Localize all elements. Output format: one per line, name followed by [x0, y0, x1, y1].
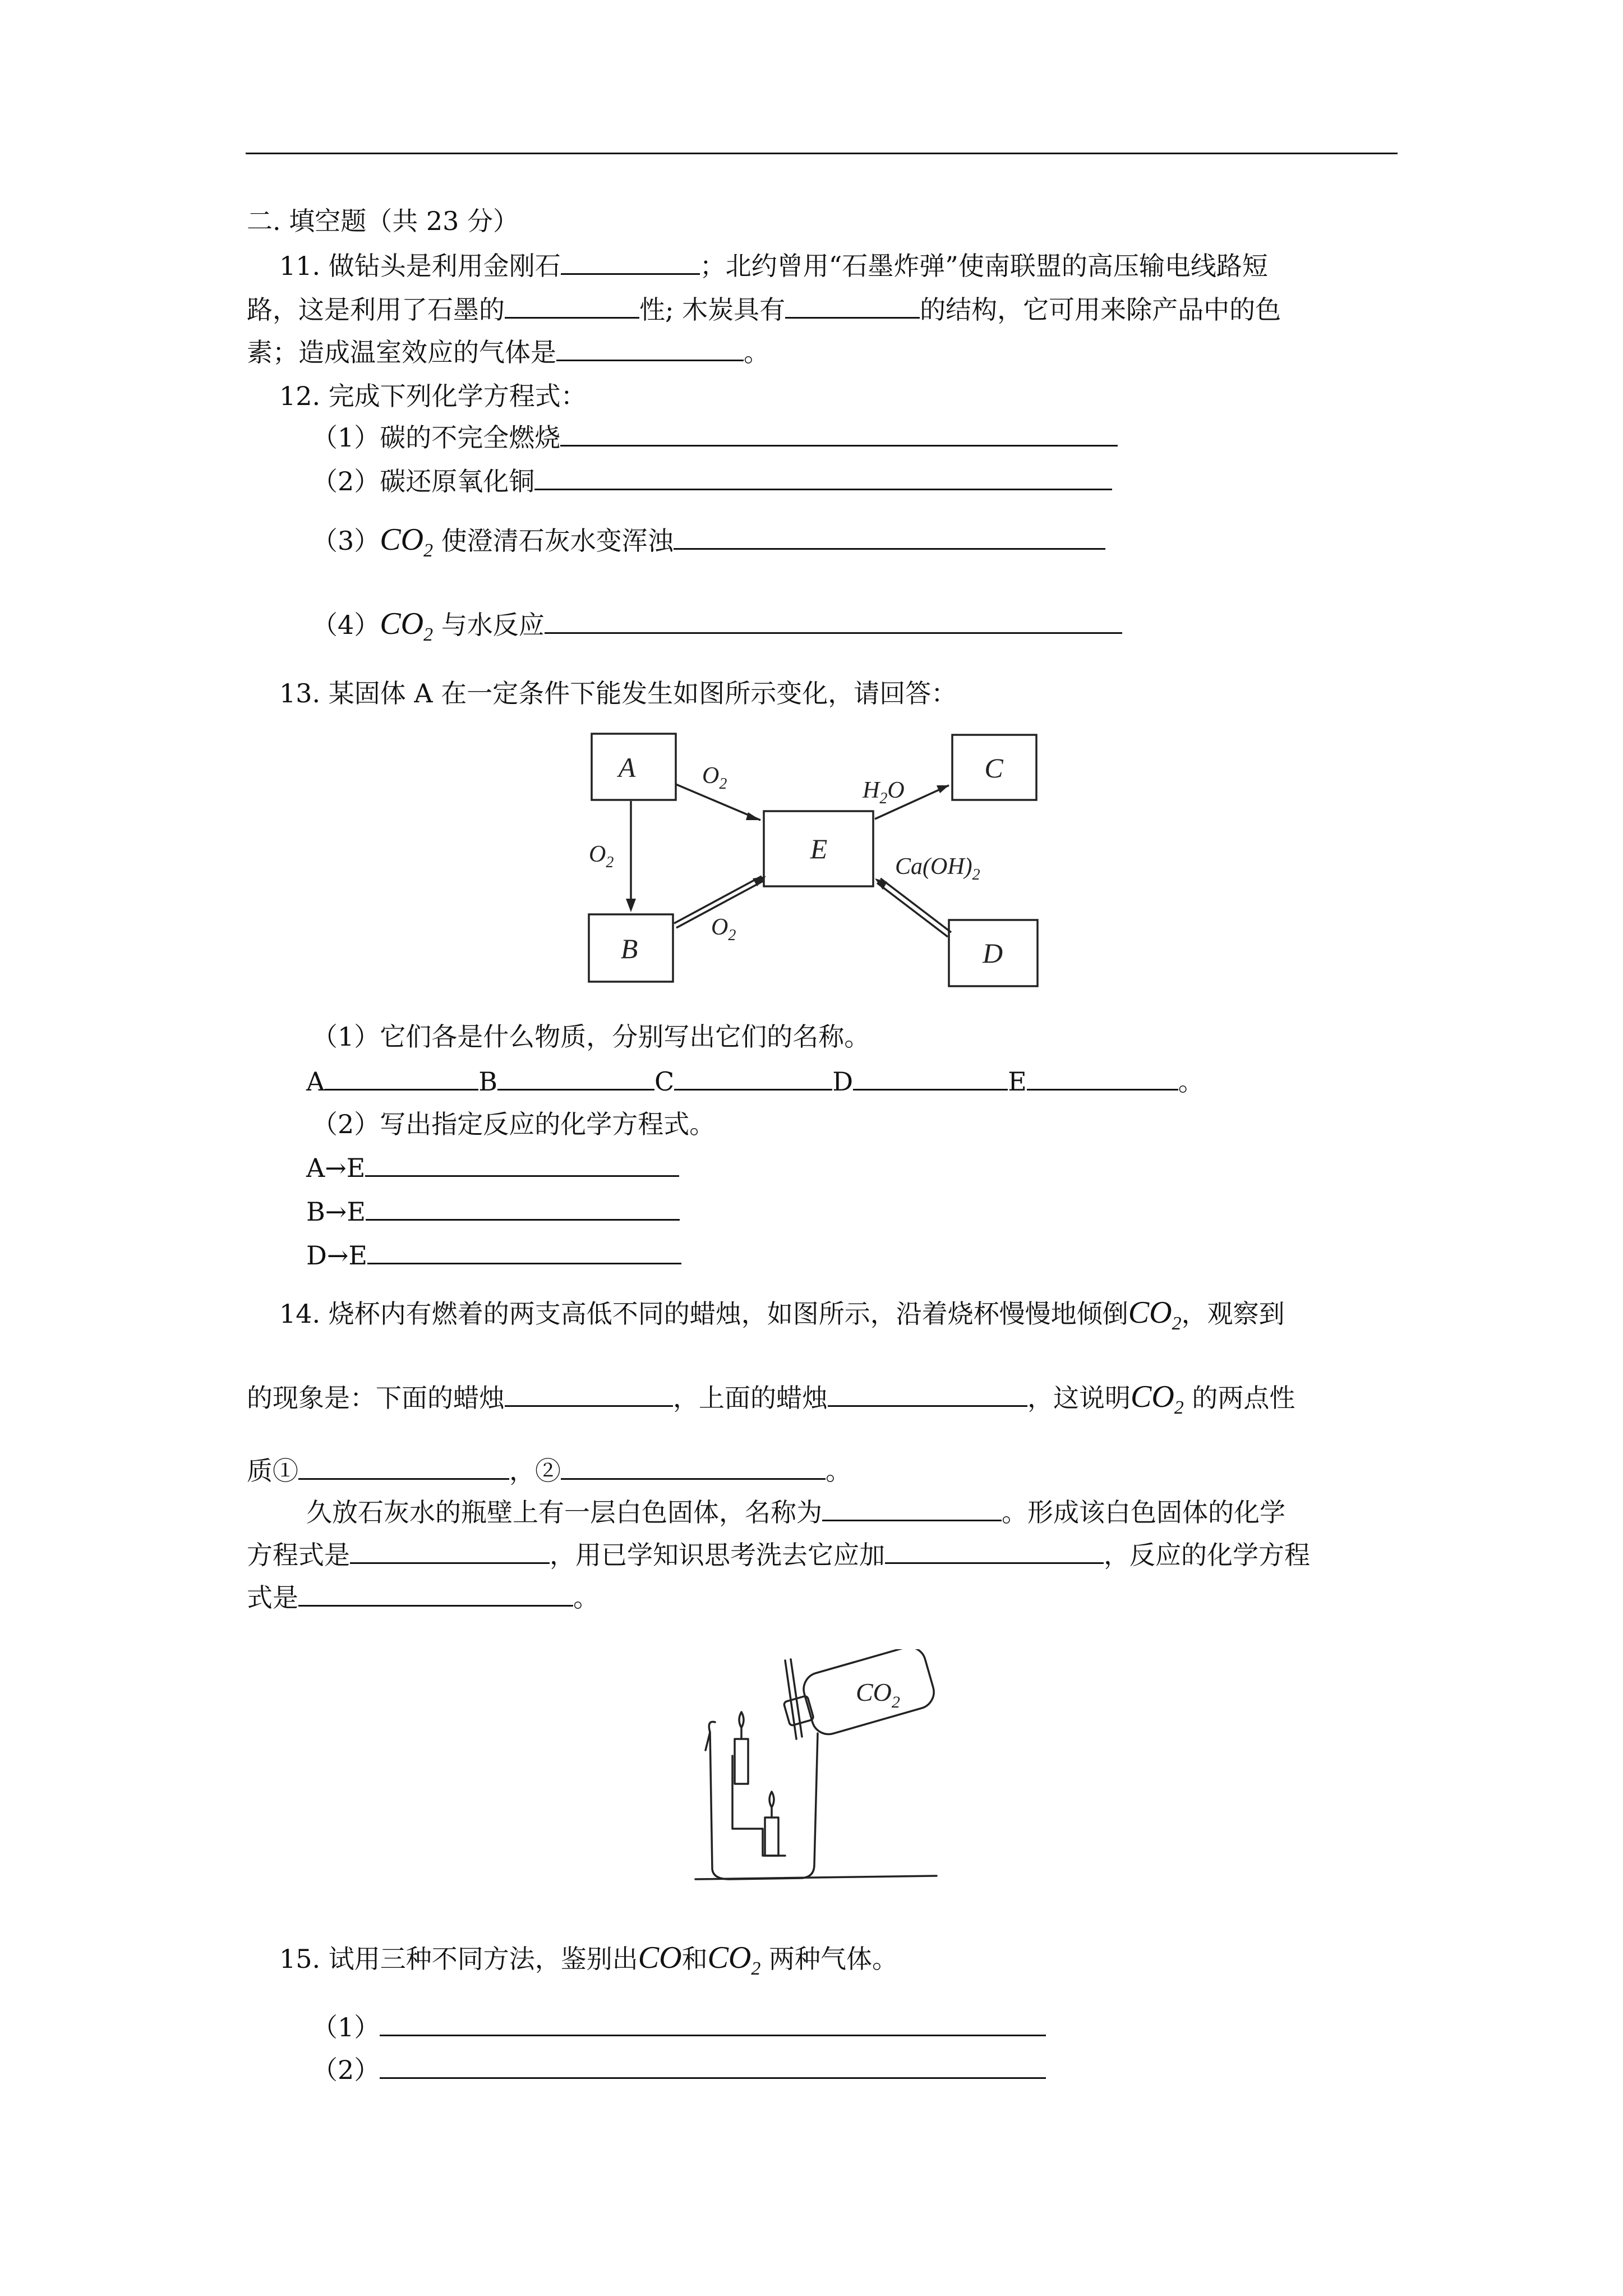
arrow-e-d	[877, 883, 948, 937]
label-o2-b-e: $O_2$	[711, 914, 736, 944]
q14-blank-property-1[interactable]	[298, 1455, 509, 1480]
co-formula: CO	[638, 1940, 682, 1975]
q12-blank-1[interactable]	[560, 421, 1118, 447]
beaker-candle-figure	[690, 1649, 953, 1885]
q12-blank-2[interactable]	[534, 465, 1112, 490]
q14-blank-formation-eq[interactable]	[350, 1539, 550, 1564]
q13-reaction-b-e: B→E	[306, 1195, 680, 1228]
q12-item-3: $(3)CO_2$ 使澄清石灰水变浑浊	[312, 523, 1105, 568]
q14-line-3: 质① ，② 。	[247, 1456, 851, 1486]
label-h2o: $H_2O$	[863, 777, 905, 807]
q12-blank-4[interactable]	[545, 609, 1122, 634]
box-e-label: E	[810, 833, 828, 864]
q13-blank-a-e[interactable]	[365, 1152, 679, 1177]
q15-blank-1[interactable]	[380, 2011, 1046, 2036]
candle-stand	[732, 1756, 785, 1856]
q13-title: 13. 某固体 A 在一定条件下能发生如图所示变化，请回答：	[279, 678, 957, 708]
q14-blank-upper-candle[interactable]	[828, 1382, 1027, 1407]
co2-formula: $CO_2$	[1131, 1379, 1184, 1418]
q13-blank-b[interactable]	[497, 1065, 654, 1091]
q14-line-1: 14. 烧杯内有燃着的两支高低不同的蜡烛，如图所示，沿着烧杯慢慢地倾倒$CO_2$，观察到	[279, 1295, 1285, 1334]
q13-blank-a[interactable]	[325, 1065, 478, 1091]
tall-candle	[735, 1739, 748, 1784]
q15-item-2: （2）	[312, 2053, 1046, 2087]
q13-reaction-a-e: A→E	[306, 1151, 679, 1185]
q15-blank-2[interactable]	[380, 2054, 1046, 2079]
co2-formula: $CO_2$	[707, 1940, 761, 1979]
q15-line-1: 15. 试用三种不同方法，鉴别出CO和$CO_2$ 两种气体。	[279, 1940, 898, 1979]
q11-blank-diamond[interactable]	[561, 250, 700, 275]
q12-title: 12. 完成下列化学方程式：	[279, 381, 587, 411]
q14-blank-wash-eq[interactable]	[298, 1581, 573, 1607]
q14-para-line-2: 方程式是 ，用已学知识思考洗去它应加 ，反应的化学方程	[247, 1540, 1310, 1570]
q13-blank-c[interactable]	[674, 1065, 832, 1091]
co2-formula: $CO_2$	[380, 522, 434, 561]
box-a-label: A	[618, 752, 636, 783]
header-rule	[246, 153, 1398, 154]
q14-para-line-1: 久放石灰水的瓶壁上有一层白色固体，名称为 。形成该白色固体的化学	[306, 1497, 1285, 1527]
short-candle-flame	[769, 1792, 774, 1807]
q11-blank-greenhouse[interactable]	[556, 336, 744, 361]
q13-blank-d-e[interactable]	[367, 1239, 681, 1264]
label-o2-a-e: $O_2$	[702, 763, 727, 793]
q14-blank-wash-reagent[interactable]	[885, 1539, 1104, 1564]
q13-sub-2: （2）写出指定反应的化学方程式。	[312, 1109, 716, 1139]
q13-names-row: A B C D E 。	[306, 1066, 1204, 1097]
q14-para-line-3: 式是 。	[247, 1582, 599, 1613]
box-b-label: B	[620, 933, 638, 964]
q14-blank-property-2[interactable]	[561, 1455, 826, 1480]
q13-reaction-diagram	[578, 724, 1060, 1004]
q14-blank-solid-name[interactable]	[822, 1496, 1002, 1521]
arrowhead-e-c	[937, 785, 949, 793]
arrow-e-d-2	[880, 878, 951, 932]
q13-blank-d[interactable]	[853, 1065, 1008, 1091]
q14-line-2: 的现象是：下面的蜡烛 ，上面的蜡烛 ，这说明$CO_2$ 的两点性	[247, 1379, 1295, 1418]
co2-formula: $CO_2$	[1128, 1295, 1182, 1334]
q13-blank-b-e[interactable]	[366, 1195, 680, 1221]
q11-line-1: 11. 做钻头是利用金刚石 ；北约曾用“石墨炸弹”使南联盟的高压输电线路短	[279, 251, 1268, 281]
label-caoh2: $Ca(OH)_2$	[895, 854, 980, 884]
q11-blank-charcoal[interactable]	[785, 293, 920, 319]
q12-blank-3[interactable]	[674, 524, 1105, 550]
q13-reaction-d-e: D→E	[306, 1239, 681, 1272]
q13-sub-1: （1）它们各是什么物质，分别写出它们的名称。	[312, 1022, 870, 1052]
q11-line-3: 素；造成温室效应的气体是 。	[247, 337, 769, 367]
section-title: 二. 填空题（共 23 分）	[247, 206, 519, 236]
co2-formula: $CO_2$	[380, 606, 434, 645]
short-candle	[765, 1818, 778, 1856]
q12-item-4: $(4)CO_2$ 与水反应	[312, 607, 1122, 652]
q11-blank-graphite[interactable]	[505, 293, 639, 319]
tall-candle-flame	[739, 1712, 744, 1728]
q15-item-1: （1）	[312, 2010, 1046, 2044]
q13-blank-e[interactable]	[1027, 1065, 1178, 1091]
box-d-label: D	[982, 937, 1003, 969]
q14-blank-lower-candle[interactable]	[505, 1382, 673, 1407]
box-c-label: C	[984, 752, 1003, 784]
label-o2-a-b: $O_2$	[589, 841, 614, 871]
arrowhead-a-e	[746, 812, 760, 820]
arrowhead-a-b	[626, 899, 636, 912]
co2-bottle-label: $CO_2$	[856, 1678, 900, 1711]
q11-line-2: 路，这是利用了石墨的 性; 木炭具有 的结构，它可用来除产品中的色	[247, 295, 1281, 325]
q12-item-2: （2）碳还原氧化铜	[312, 464, 1112, 498]
q12-item-1: （1）碳的不完全燃烧	[312, 421, 1118, 454]
